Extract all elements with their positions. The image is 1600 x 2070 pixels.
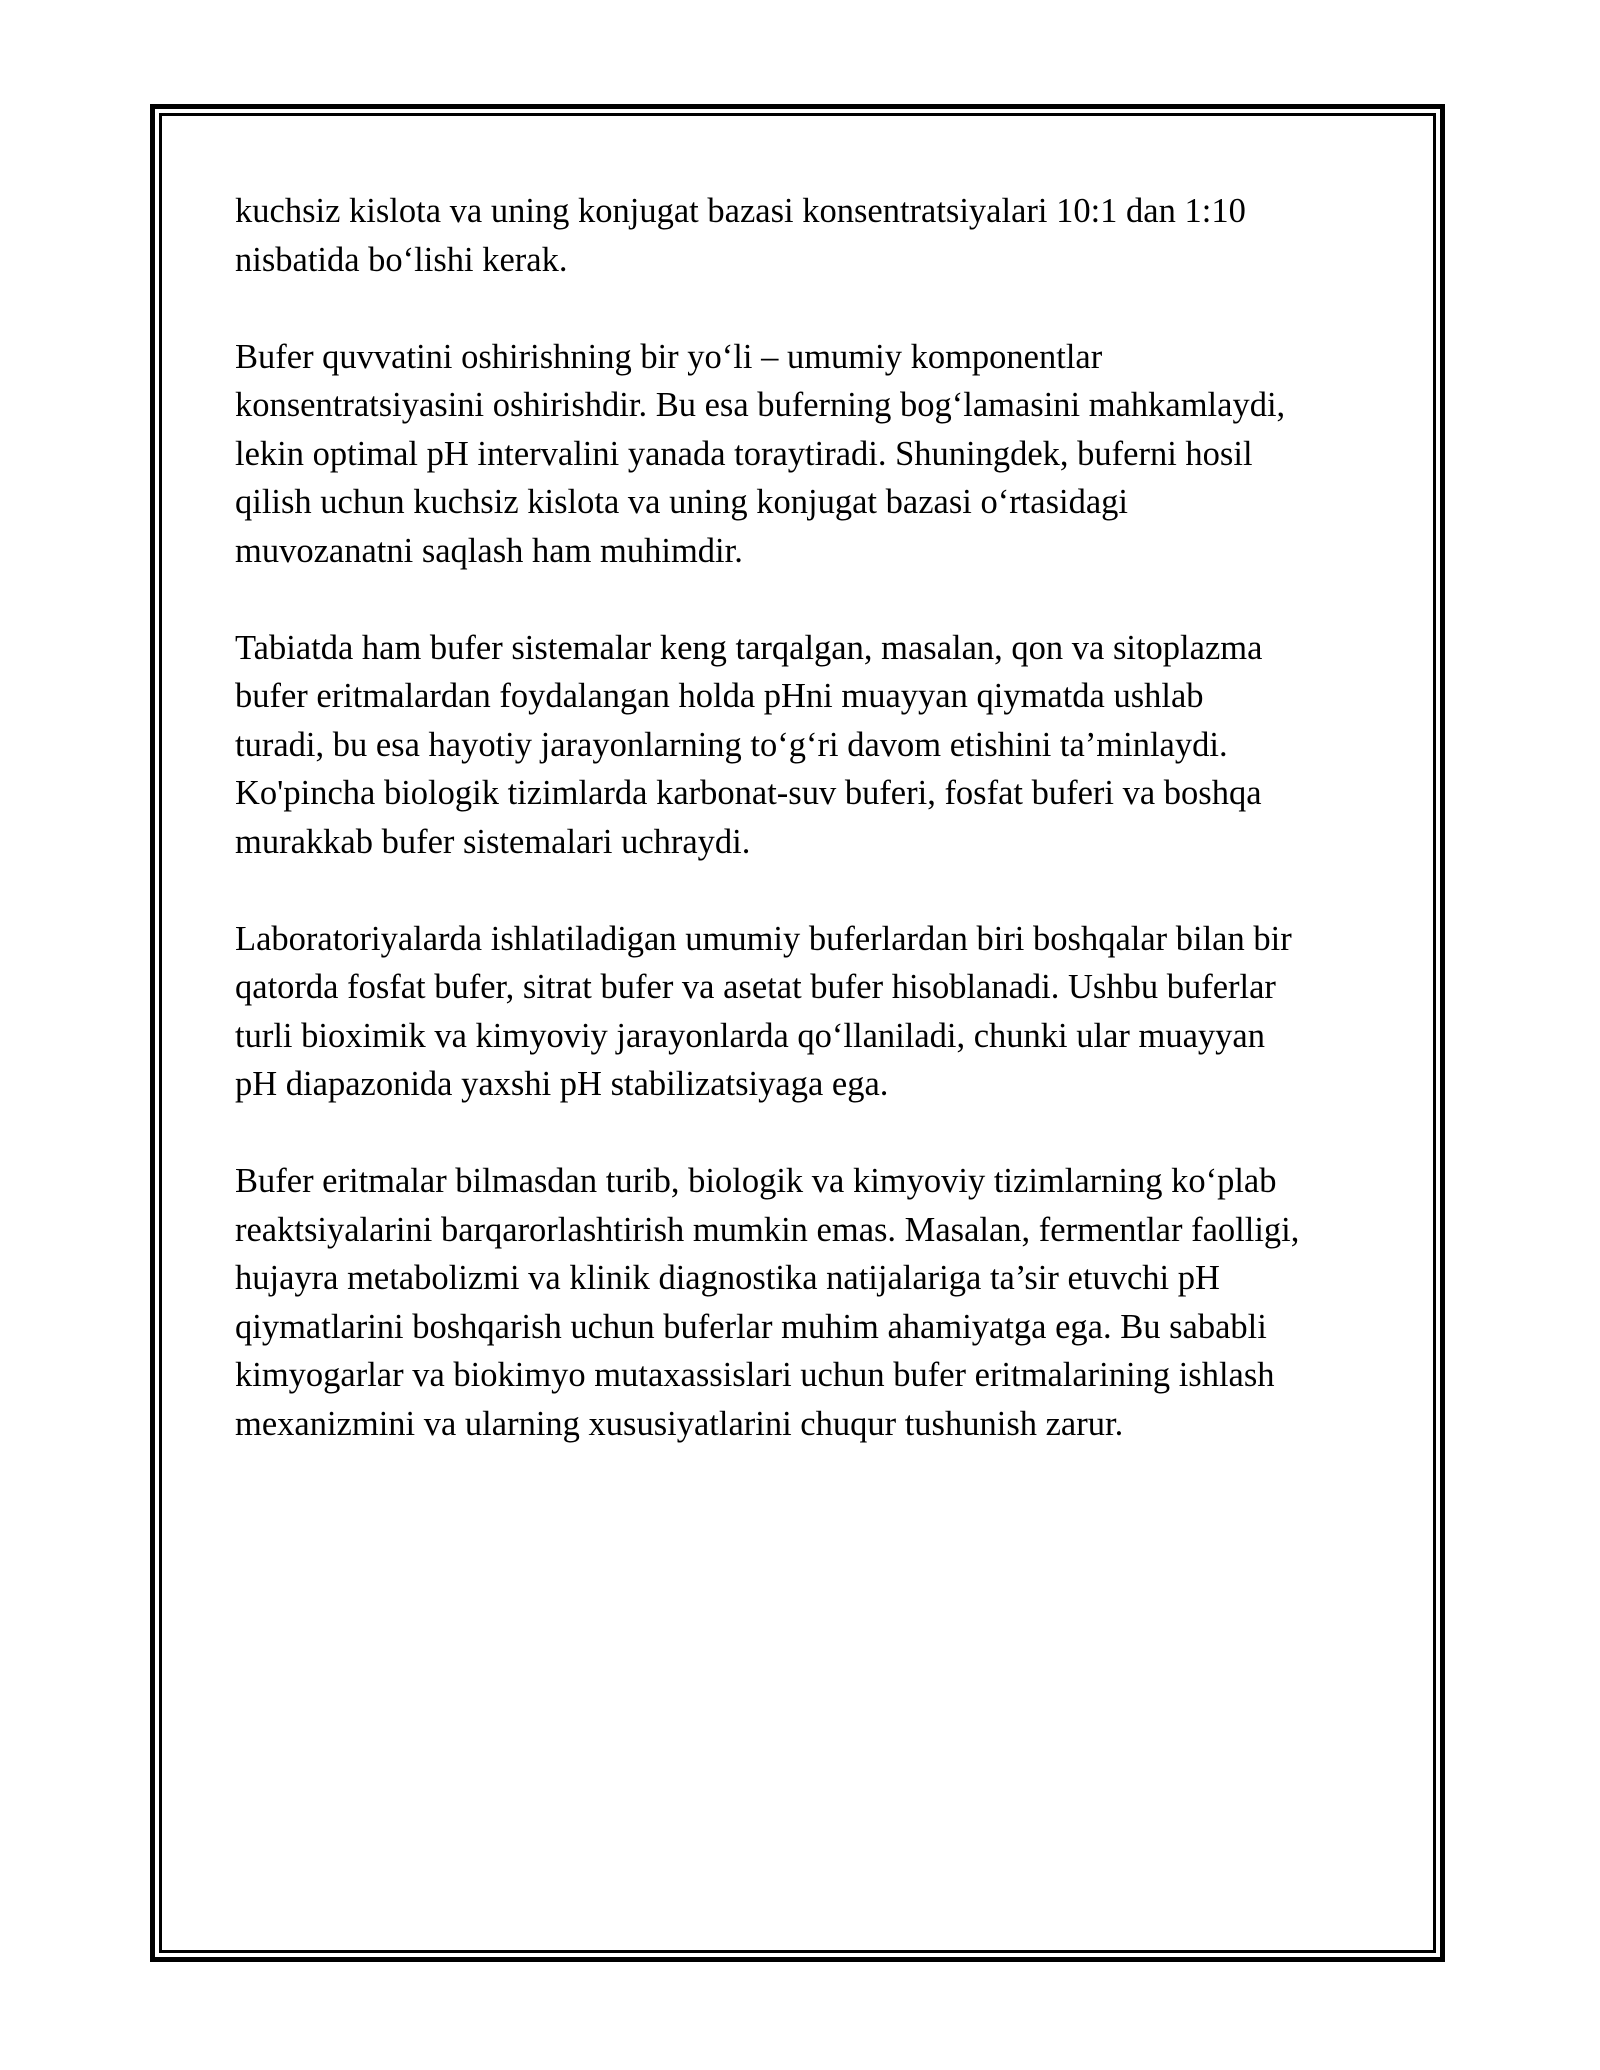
paragraph: Bufer eritmalar bilmasdan turib, biologik va kimyoviy tizimlarning ko‘plab reaktsiyalarini barqarorlashtirish mumkin emas. Masalan, fermentlar faolligi, hujayra metabolizmi va klinik diagnostika natijalariga ta’sir etuvchi pH qiymatlarini boshqarish uchun buferlar muhim ahamiyatga ega. Bu sababli kimyogarlar va biokimyo mutaxassislari uchun bufer eritmalarining ishlash mexanizmini va ularning xususiyatlarini chuqur tushunish zarur. — [235, 1162, 1300, 1443]
paragraph: Bufer quvvatini oshirishning bir yo‘li – umumiy komponentlar konsentratsiyasini oshirishdir. Bu esa buferning bog‘lamasini mahkamlaydi, lekin optimal pH intervalini yanada toraytiradi. Shuningdek, buferni hosil qilish uchun kuchsiz kislota va uning konjugat bazasi o‘rtasidagi muvozanatni saqlash ham muhimdir. — [235, 337, 1286, 570]
document-body — [235, 187, 1370, 1497]
paragraph: Tabiatda ham bufer sistemalar keng tarqalgan, masalan, qon va sitoplazma bufer eritmalardan foydalangan holda pHni muayyan qiymatda ushlab turadi, bu esa hayotiy jarayonlarning to‘g‘ri davom etishini ta’minlaydi. Ko'pincha biologik tizimlarda karbonat-suv buferi, fosfat buferi va boshqa murakkab bufer sistemalari uchraydi. — [235, 628, 1263, 861]
paragraph: kuchsiz kislota va uning konjugat bazasi konsentratsiyalari 10:1 dan 1:10 nisbatida bo‘lishi kerak. — [235, 192, 1246, 279]
paragraph: Laboratoriyalarda ishlatiladigan umumiy buferlardan biri boshqalar bilan bir qatorda fosfat bufer, sitrat bufer va asetat bufer hisoblanadi. Ushbu buferlar turli bioximik va kimyoviy jarayonlarda qo‘llaniladi, chunki ular muayyan pH diapazonida yaxshi pH stabilizatsiyaga ega. — [235, 919, 1292, 1103]
